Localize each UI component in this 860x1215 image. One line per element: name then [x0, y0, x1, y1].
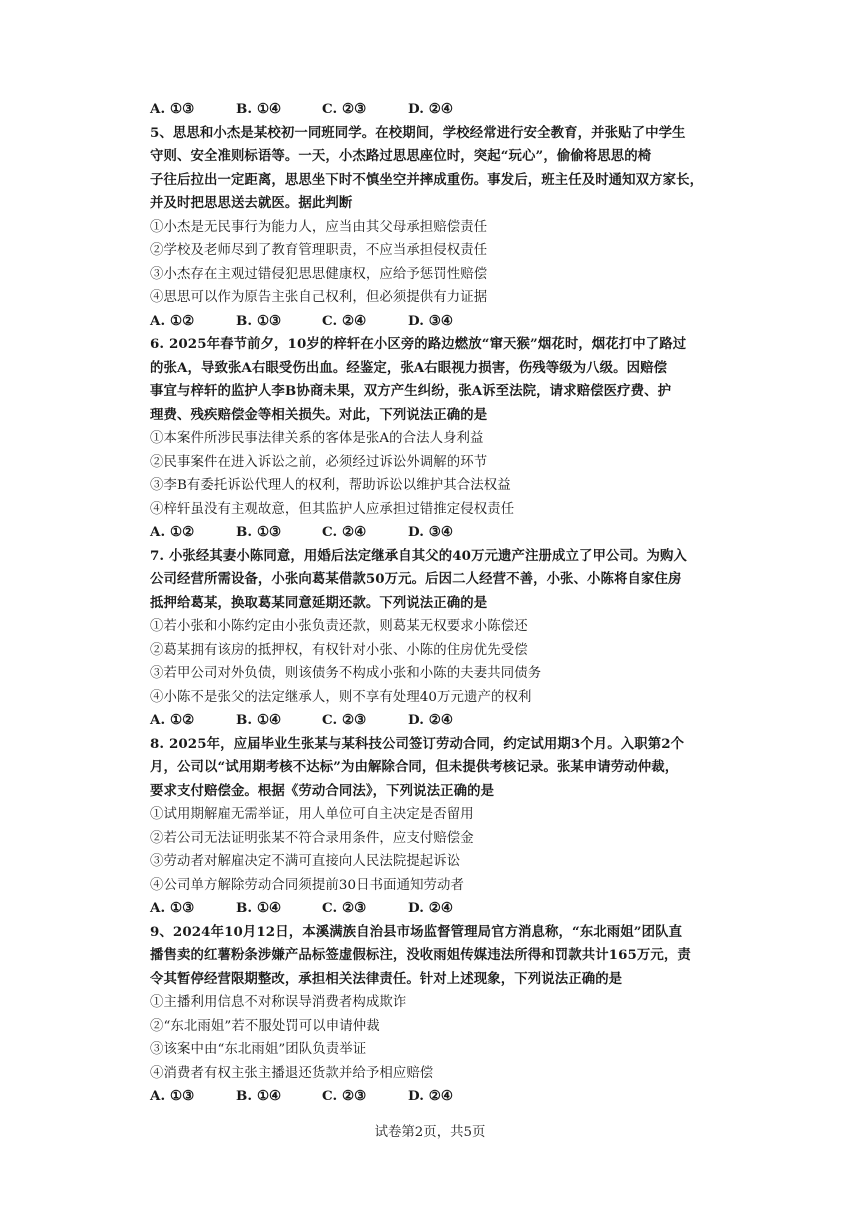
statement: ②民事案件在进入诉讼之前，必须经过诉讼外调解的环节	[150, 454, 488, 470]
statement: ④消费者有权主张主播退还货款并给予相应赔偿	[150, 1065, 434, 1081]
answer-options	[150, 897, 710, 921]
statement: ④梓轩虽没有主观故意，但其监护人应承担过错推定侵权责任	[150, 501, 515, 517]
question-7	[150, 545, 710, 733]
option-d: D. ③④	[408, 524, 453, 540]
question-stem-line: 令其暂停经营限期整改，承担相关法律责任。针对上述现象，下列说法正确的是	[150, 970, 623, 987]
option-b: B. ①④	[236, 712, 282, 728]
question-8	[150, 733, 710, 921]
statement: ④思思可以作为原告主张自己权利，但必须提供有力证据	[150, 290, 488, 305]
question-stem-line: 月，公司以“试用期考核不达标”为由解除合同，但未提供考核记录。张某申请劳动仲裁，	[150, 759, 679, 775]
answer-options	[150, 1085, 710, 1109]
option-c: C. ②③	[322, 712, 367, 728]
answer-options	[150, 709, 710, 733]
question-stem-line: 并及时把思思送去就医。据此判断	[150, 195, 353, 211]
question-stem-line: 的张A，导致张A右眼受伤出血。经鉴定，张A右眼视力损害，伤残等级为八级。因赔偿	[150, 359, 668, 376]
question-stem-line: 7. 小张经其妻小陈同意，用婚后法定继承自其父的40万元遗产注册成立了甲公司。为购入	[150, 547, 687, 564]
statement: ③劳动者对解雇决定不满可直接向人民法院提起诉讼	[150, 854, 461, 869]
option-b: B. ①④	[236, 900, 282, 916]
question-6	[150, 333, 710, 545]
question-stem-line: 6. 2025年春节前夕，10岁的梓轩在小区旁的路边燃放“窜天猴”烟花时，烟花打中了路过	[150, 336, 687, 352]
option-d: D. ②④	[408, 101, 453, 117]
answer-options	[150, 310, 710, 334]
question-stem-line: 守则、安全准则标语等。一天，小杰路过思思座位时，突起“玩心”，偷偷将思思的椅	[150, 148, 652, 164]
statement: ①本案件所涉民事法律关系的客体是张A的合法人身利益	[150, 431, 484, 446]
question-stem-line: 5、思思和小杰是某校初一同班同学。在校期间，学校经常进行安全教育，并张贴了中学生	[150, 124, 686, 141]
option-b: B. ①④	[236, 101, 282, 117]
statement: ③小杰存在主观过错侵犯思思健康权，应给予惩罚性赔偿	[150, 266, 488, 282]
exam-page	[150, 98, 710, 1109]
statement: ①试用期解雇无需举证，用人单位可自主决定是否留用	[150, 807, 474, 822]
option-c: C. ②③	[322, 101, 367, 117]
question-stem-line: 要求支付赔偿金。根据《劳动合同法》，下列说法正确的是	[150, 782, 495, 799]
page-footer: 试卷第2页，共5页	[374, 1125, 486, 1140]
question-stem-line: 抵押给葛某，换取葛某同意延期还款。下列说法正确的是	[150, 594, 488, 611]
option-a: A. ①②	[150, 712, 195, 728]
statement: ②学校及老师尽到了教育管理职责，不应当承担侵权责任	[150, 243, 488, 258]
option-a: A. ①③	[150, 101, 195, 117]
statement: ③若甲公司对外负债，则该债务不构成小张和小陈的夫妻共同债务	[150, 666, 542, 681]
question-9	[150, 921, 710, 1109]
question-5	[150, 122, 710, 334]
question-stem-line: 公司经营所需设备，小张向葛某借款50万元。后因二人经营不善，小张、小陈将自家住房	[150, 571, 682, 587]
statement: ①主播利用信息不对称误导消费者构成欺诈	[150, 995, 407, 1010]
prev-question-options	[150, 98, 710, 122]
question-stem-line: 理费、残疾赔偿金等相关损失。对此，下列说法正确的是	[150, 406, 488, 423]
option-a: A. ①③	[150, 900, 195, 916]
statement: ④小陈不是张父的法定继承人，则不享有处理40万元遗产的权利	[150, 689, 532, 705]
statement: ③该案中由“东北雨姐”团队负责举证	[150, 1042, 367, 1057]
option-b: B. ①③	[236, 312, 282, 329]
option-a: A. ①③	[150, 1088, 195, 1104]
statement: ②葛某拥有该房的抵押权，有权针对小张、小陈的住房优先受偿	[150, 642, 528, 658]
option-d: D. ②④	[408, 900, 453, 916]
option-c: C. ②③	[322, 900, 367, 916]
statement: ①小杰是无民事行为能力人，应当由其父母承担赔偿责任	[150, 219, 488, 235]
option-d: D. ②④	[408, 712, 453, 728]
question-stem-line: 9、2024年10月12日，本溪满族自治县市场监督管理局官方消息称，“东北雨姐”团队直	[150, 923, 683, 940]
option-c: C. ②④	[322, 524, 367, 540]
option-d: D. ③④	[408, 312, 453, 329]
statement: ③李B有委托诉讼代理人的权利，帮助诉讼以维护其合法权益	[150, 478, 511, 493]
statement: ②“东北雨姐”若不服处罚可以申请仲裁	[150, 1018, 380, 1034]
option-a: A. ①②	[150, 312, 195, 329]
option-b: B. ①④	[236, 1088, 282, 1104]
statement: ①若小张和小陈约定由小张负责还款，则葛某无权要求小陈偿还	[150, 619, 528, 634]
statement: ④公司单方解除劳动合同须提前30日书面通知劳动者	[150, 877, 465, 893]
question-stem-line: 子往后拉出一定距离，思思坐下时不慎坐空并摔成重伤。事发后，班主任及时通知双方家长，	[150, 171, 704, 188]
option-c: C. ②④	[322, 312, 367, 329]
option-b: B. ①③	[236, 524, 282, 540]
answer-options	[150, 521, 710, 545]
option-c: C. ②③	[322, 1088, 367, 1104]
option-a: A. ①②	[150, 524, 195, 540]
option-d: D. ②④	[408, 1088, 453, 1104]
question-stem-line: 8. 2025年，应届毕业生张某与某科技公司签订劳动合同，约定试用期3个月。入职第2个	[150, 735, 685, 752]
question-stem-line: 播售卖的红薯粉条涉嫌产品标签虚假标注，没收雨姐传媒违法所得和罚款共计165万元，责	[150, 947, 691, 963]
question-stem-line: 事宜与梓轩的监护人李B协商未果，双方产生纠纷，张A诉至法院，请求赔偿医疗费、护	[150, 383, 672, 399]
statement: ②若公司无法证明张某不符合录用条件，应支付赔偿金	[150, 830, 474, 846]
